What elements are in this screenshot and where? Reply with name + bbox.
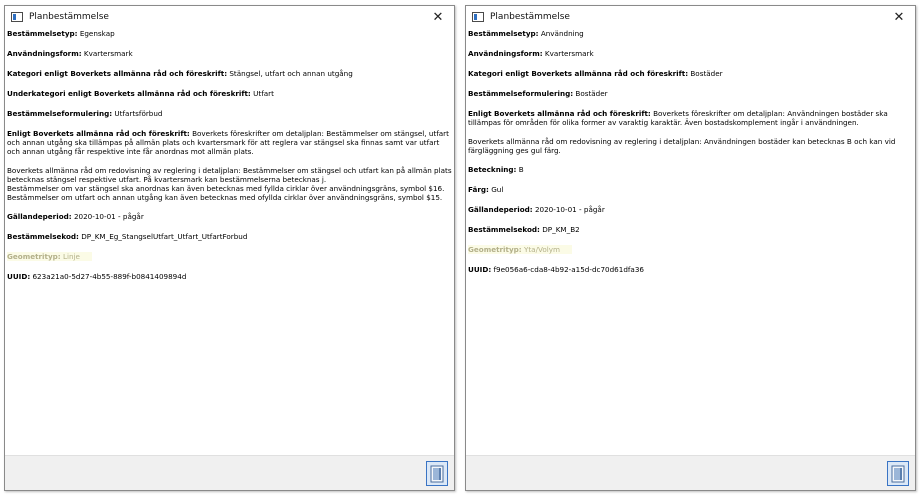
field-kategori <box>7 69 453 78</box>
field-uuid <box>468 265 914 274</box>
field-value: Användning <box>540 29 584 38</box>
field-label: Gällandeperiod: <box>468 205 533 214</box>
field-gallandeperiod <box>7 212 453 221</box>
field-redovisning <box>7 166 453 202</box>
field-value: Yta/Volym <box>523 245 561 254</box>
field-value: Bostäder <box>690 69 723 78</box>
dialog-footer <box>466 455 915 490</box>
field-value: 2020-10-01 - pågår <box>73 212 144 221</box>
field-geometrityp <box>468 245 914 254</box>
redovisning-text: Bestämmelser om var stängsel ska anordnas kan även betecknas med fyllda cirklar över användningsgräns, symbol $16. <box>7 184 445 193</box>
field-value: Kvartersmark <box>544 49 594 58</box>
field-label: Bestämmelseformulering: <box>468 89 574 98</box>
field-enligt-boverket <box>468 109 914 127</box>
field-label: Enligt Boverkets allmänna råd och föreskrift: <box>7 129 190 138</box>
field-farg <box>468 185 914 194</box>
field-geometrityp <box>7 252 453 261</box>
copy-button[interactable] <box>887 461 909 486</box>
field-value: B <box>518 165 524 174</box>
field-value: Gul <box>491 185 504 194</box>
field-redovisning <box>468 137 914 155</box>
field-label: Bestämmelsekod: <box>7 232 79 241</box>
window-icon <box>472 12 484 22</box>
field-value: Egenskap <box>79 29 115 38</box>
field-value: 2020-10-01 - pågår <box>534 205 605 214</box>
field-value: Boverkets föreskrifter om detaljplan: Användningen bostäder ska tillämpas för områden för olika former av varaktig karaktär. Även bostadskomplement ingår i användningen. <box>468 109 888 127</box>
field-value: Bostäder <box>575 89 608 98</box>
field-label: Bestämmelsetyp: <box>468 29 539 38</box>
field-label: UUID: <box>7 272 31 281</box>
field-label: Gällandeperiod: <box>7 212 72 221</box>
field-anvandningsform <box>468 49 914 58</box>
field-value: Utfartsförbud <box>114 109 163 118</box>
field-label: UUID: <box>468 265 492 274</box>
field-label: Färg: <box>468 185 489 194</box>
copy-button[interactable] <box>426 461 448 486</box>
field-label: Geometrityp: <box>468 245 522 254</box>
close-button[interactable]: ✕ <box>893 9 905 25</box>
field-label: Geometrityp: <box>7 252 61 261</box>
details-panel <box>468 29 914 456</box>
redovisning-text: Boverkets allmänna råd om redovisning av reglering i detaljplan: Användningen bostäder kan betecknas B och kan vid färgläggning ges gul färg. <box>468 137 896 155</box>
title-bar[interactable] <box>5 6 454 28</box>
field-bestammelseformulering <box>7 109 453 118</box>
field-value: f9e056a6-cda8-4b92-a15d-dc70d61dfa36 <box>493 265 644 274</box>
field-label: Bestämmelsetyp: <box>7 29 78 38</box>
field-anvandningsform <box>7 49 453 58</box>
geometry-highlight <box>7 252 92 261</box>
field-bestammelseformulering <box>468 89 914 98</box>
window-icon <box>11 12 23 22</box>
planbestammelse-dialog-left <box>4 5 455 491</box>
field-label: Enligt Boverkets allmänna råd och föreskrift: <box>468 109 651 118</box>
window-title: Planbestämmelse <box>490 12 570 22</box>
field-label: Användningsform: <box>468 49 543 58</box>
window-title: Planbestämmelse <box>29 12 109 22</box>
field-label: Kategori enligt Boverkets allmänna råd och föreskrift: <box>7 69 228 78</box>
field-bestammelsekod <box>7 232 453 241</box>
redovisning-text: Boverkets allmänna råd om redovisning av reglering i detaljplan: Bestämmelser om stängsel och utfart kan på allmän plats betecknas stängsel respektive utfart. På kvartersmark kan bestämmelserna betecknas j. <box>7 166 452 184</box>
field-value: 623a21a0-5d27-4b55-889f-b0841409894d <box>32 272 187 281</box>
field-kategori <box>468 69 914 78</box>
field-bestammelsekod <box>468 225 914 234</box>
field-label: Bestämmelsekod: <box>468 225 540 234</box>
close-button[interactable]: ✕ <box>432 9 444 25</box>
field-enligt-boverket <box>7 129 453 156</box>
details-panel <box>7 29 453 456</box>
field-label: Underkategori enligt Boverkets allmänna råd och föreskrift: <box>7 89 251 98</box>
field-bestammelsetyp <box>7 29 453 38</box>
geometry-highlight <box>468 245 572 254</box>
field-value: Linje <box>62 252 80 261</box>
field-gallandeperiod <box>468 205 914 214</box>
field-value: Kvartersmark <box>83 49 133 58</box>
field-label: Kategori enligt Boverkets allmänna råd och föreskrift: <box>468 69 689 78</box>
dialog-footer <box>5 455 454 490</box>
field-value: DP_KM_Eg_StangselUtfart_Utfart_UtfartForbud <box>81 232 248 241</box>
field-label: Bestämmelseformulering: <box>7 109 113 118</box>
copy-icon <box>891 465 905 483</box>
field-value: DP_KM_B2 <box>542 225 580 234</box>
field-label: Beteckning: <box>468 165 517 174</box>
planbestammelse-dialog-right <box>465 5 916 491</box>
field-beteckning <box>468 165 914 174</box>
field-underkategori <box>7 89 453 98</box>
field-label: Användningsform: <box>7 49 82 58</box>
field-value: Boverkets föreskrifter om detaljplan: Bestämmelser om stängsel, utfart och annan utgång ska tillämpas på allmän plats och kvartersmark för att reglera var stängsel ska finnas samt var utfart och annan utgång får respektive inte får anordnas mot allmän plats. <box>7 129 449 156</box>
field-bestammelsetyp <box>468 29 914 38</box>
title-bar[interactable] <box>466 6 915 28</box>
copy-icon <box>430 465 444 483</box>
redovisning-text: Bestämmelser om utfart och annan utgång kan även betecknas med ofyllda cirklar över användningsgräns, symbol $15. <box>7 193 443 202</box>
field-uuid <box>7 272 453 281</box>
field-value: Stängsel, utfart och annan utgång <box>229 69 353 78</box>
field-value: Utfart <box>253 89 274 98</box>
